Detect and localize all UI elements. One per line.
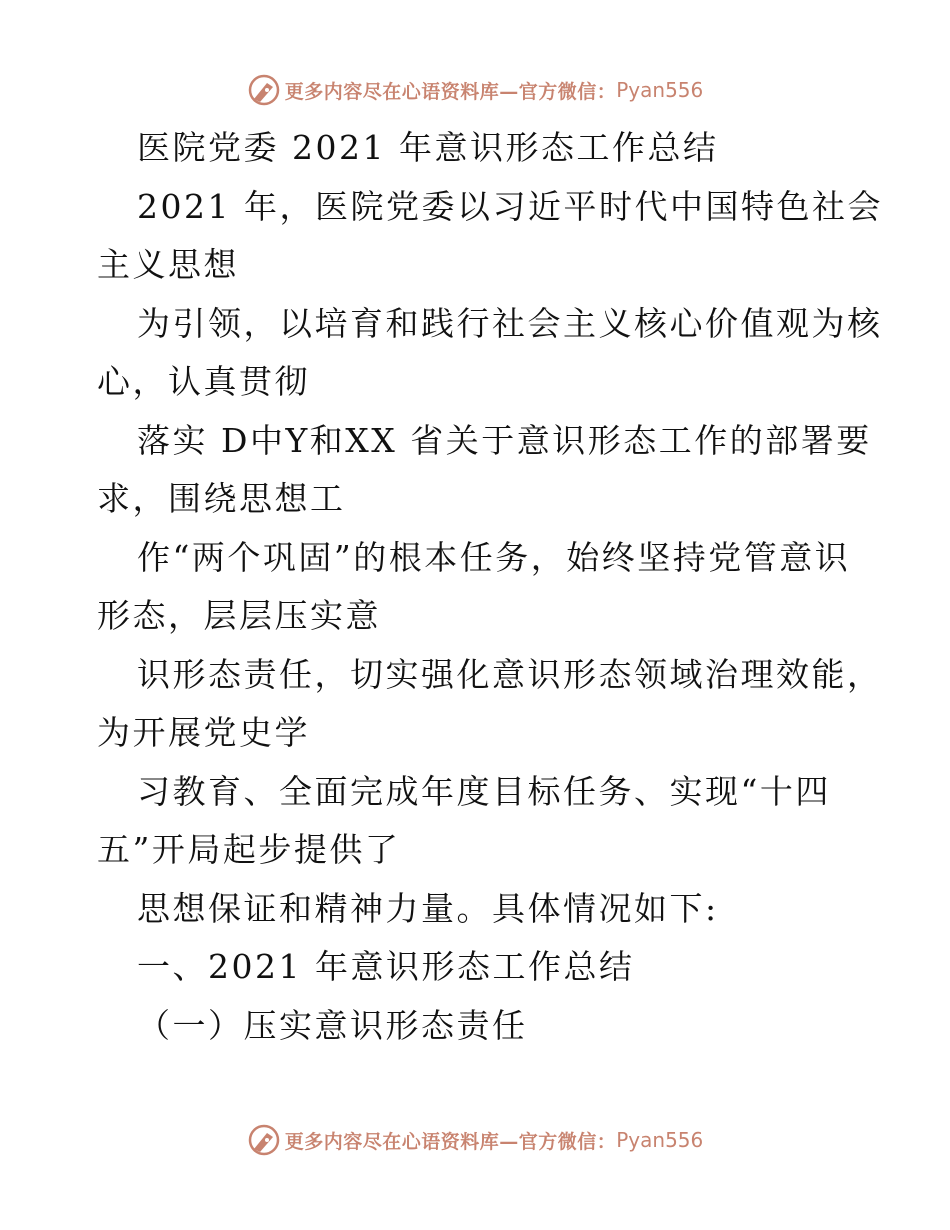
- watermark-text: 更多内容尽在心语资料库—官方微信：: [284, 1130, 617, 1153]
- paragraph-line: 习教育、全面完成年度目标任务、实现“十四: [137, 771, 831, 811]
- watermark-footer: [0, 1120, 950, 1160]
- paragraph-line: 主义思想: [97, 245, 239, 284]
- paragraph-line: 形态，层层压实意: [97, 596, 381, 635]
- paragraph-line: 为开展党史学: [97, 713, 310, 752]
- watermark-wechat-id: Pyan556: [616, 1128, 704, 1152]
- document-title: 医院党委 2021 年意识形态工作总结: [137, 128, 719, 167]
- paragraph-line: 为引领，以培育和践行社会主义核心价值观为核: [137, 303, 883, 343]
- paragraph-line: 2021 年，医院党委以习近平时代中国特色社会: [137, 186, 883, 226]
- document-body: [97, 123, 883, 1059]
- watermark-text: 更多内容尽在心语资料库—官方微信：: [284, 80, 617, 103]
- paragraph-line: 五”开局起步提供了: [97, 830, 401, 869]
- pen-nib-logo-icon: [247, 73, 281, 107]
- pen-nib-logo-icon: [247, 1123, 281, 1157]
- paragraph-line: 落实 D中Y和XX 省关于意识形态工作的部署要: [137, 420, 872, 460]
- watermark-wechat-id: Pyan556: [616, 78, 704, 102]
- watermark-header: [0, 70, 950, 110]
- paragraph-line: 求，围绕思想工: [97, 479, 346, 518]
- paragraph-line: 作“两个巩固”的根本任务，始终坚持党管意识: [137, 537, 851, 577]
- paragraph-line: 思想保证和精神力量。具体情况如下:: [137, 888, 719, 928]
- paragraph-line: （一）压实意识形态责任: [137, 1005, 528, 1045]
- paragraph-line: 识形态责任，切实强化意识形态领域治理效能，: [137, 654, 883, 694]
- paragraph-line: 心，认真贯彻: [97, 362, 310, 401]
- paragraph-line: 一、2021 年意识形态工作总结: [137, 947, 635, 986]
